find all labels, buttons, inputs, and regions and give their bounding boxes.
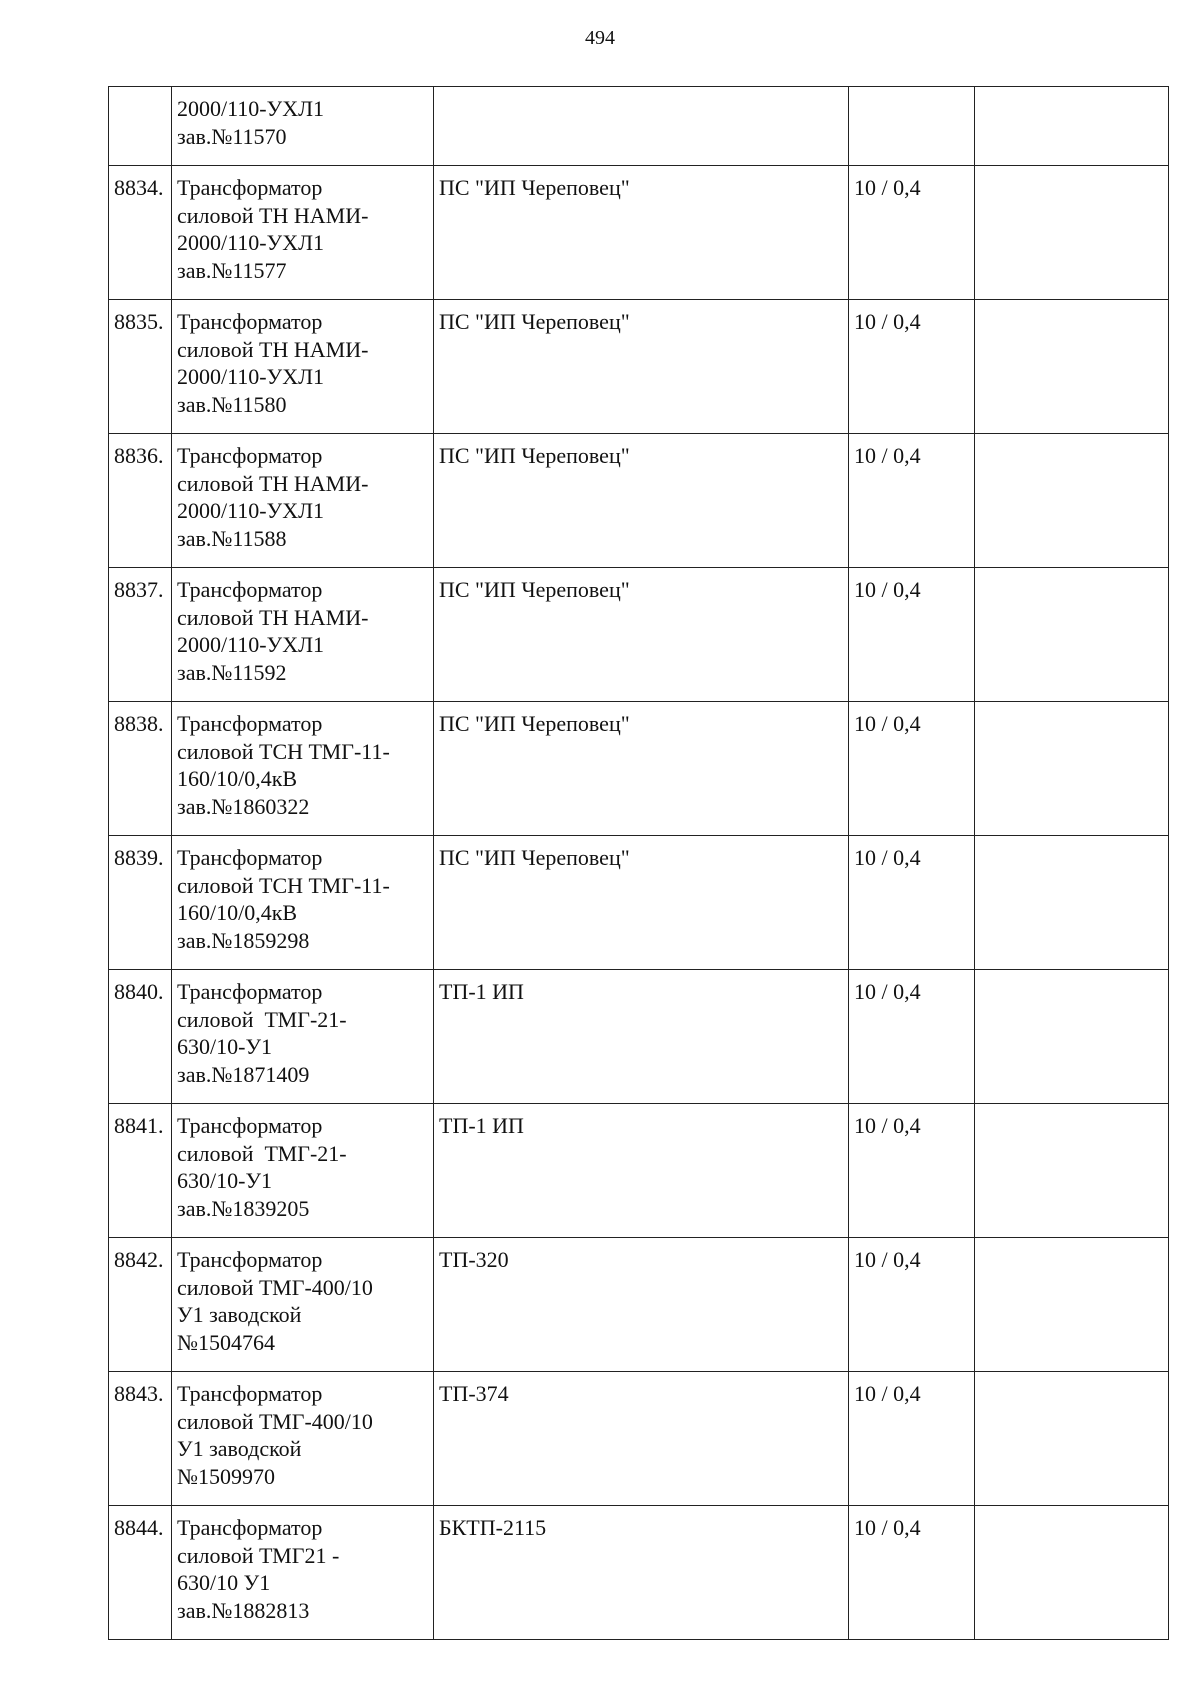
equipment-name-cell <box>172 1104 434 1238</box>
voltage-cell: 10 / 0,4 <box>849 970 975 1104</box>
equipment-name-line: зав.№1860322 <box>177 793 310 819</box>
location-cell: ТП-374 <box>434 1372 849 1506</box>
extra-cell <box>975 568 1169 702</box>
equipment-name-cell <box>172 702 434 836</box>
equipment-name-cell <box>172 836 434 970</box>
location-cell: ТП-1 ИП <box>434 970 849 1104</box>
table-row-continuation <box>109 87 1169 166</box>
voltage-cell: 10 / 0,4 <box>849 1372 975 1506</box>
extra-cell <box>975 434 1169 568</box>
equipment-name-line: У1 заводской <box>177 1302 302 1327</box>
location-cell: ПС "ИП Череповец" <box>434 568 849 702</box>
table-row <box>109 702 1169 836</box>
row-number-cell: 8843. <box>109 1372 172 1506</box>
voltage-cell: 10 / 0,4 <box>849 300 975 434</box>
table-row <box>109 568 1169 702</box>
page-number: 494 <box>585 27 615 49</box>
equipment-name-line: 160/10/0,4кВ <box>177 766 298 791</box>
equipment-name-line: Трансформатор <box>177 1113 323 1138</box>
equipment-name-line: зав.№11577 <box>177 257 287 283</box>
voltage-cell: 10 / 0,4 <box>849 836 975 970</box>
location-cell <box>434 87 849 166</box>
equipment-name-line: силовой ТН НАМИ- <box>177 202 369 228</box>
location-cell: ПС "ИП Череповец" <box>434 836 849 970</box>
extra-cell <box>975 300 1169 434</box>
equipment-name-line: У1 заводской <box>177 1436 302 1461</box>
voltage-cell: 10 / 0,4 <box>849 434 975 568</box>
table-row <box>109 1372 1169 1506</box>
table-row <box>109 166 1169 300</box>
voltage-cell: 10 / 0,4 <box>849 1506 975 1640</box>
row-number-cell <box>109 87 172 166</box>
equipment-name-line: Трансформатор <box>177 845 323 870</box>
equipment-name-line: силовой ТМГ21 - <box>177 1542 340 1568</box>
equipment-name-line: Трансформатор <box>177 1515 323 1540</box>
row-number-cell: 8834. <box>109 166 172 300</box>
equipment-name-line: Трансформатор <box>177 577 323 602</box>
equipment-name-line: силовой ТСН ТМГ-11- <box>177 738 390 764</box>
equipment-name-line: зав.№11588 <box>177 525 287 551</box>
voltage-cell: 10 / 0,4 <box>849 1238 975 1372</box>
voltage-cell: 10 / 0,4 <box>849 166 975 300</box>
equipment-name-cell <box>172 166 434 300</box>
location-cell: ТП-320 <box>434 1238 849 1372</box>
location-cell: ПС "ИП Череповец" <box>434 702 849 836</box>
extra-cell <box>975 166 1169 300</box>
table-row <box>109 836 1169 970</box>
row-number-cell: 8844. <box>109 1506 172 1640</box>
equipment-name-line: силовой ТСН ТМГ-11- <box>177 872 390 898</box>
extra-cell <box>975 1372 1169 1506</box>
table-row <box>109 1238 1169 1372</box>
equipment-name-line: зав.№1871409 <box>177 1061 310 1087</box>
equipment-name-line: зав.№1882813 <box>177 1597 310 1623</box>
extra-cell <box>975 1238 1169 1372</box>
equipment-name-line: 2000/110-УХЛ1 <box>177 632 325 657</box>
table-row <box>109 300 1169 434</box>
table-row <box>109 1506 1169 1640</box>
row-number-cell: 8840. <box>109 970 172 1104</box>
equipment-name-line: силовой ТН НАМИ- <box>177 470 369 496</box>
extra-cell <box>975 87 1169 166</box>
voltage-cell: 10 / 0,4 <box>849 702 975 836</box>
equipment-name-line: 630/10-У1 <box>177 1168 273 1193</box>
location-cell: ПС "ИП Череповец" <box>434 166 849 300</box>
extra-cell <box>975 1104 1169 1238</box>
equipment-name-line: 630/10-У1 <box>177 1034 273 1059</box>
table-row <box>109 1104 1169 1238</box>
location-cell: ПС "ИП Череповец" <box>434 300 849 434</box>
equipment-name-line: зав.№11570 <box>177 123 287 149</box>
equipment-name-line: №1504764 <box>177 1329 275 1355</box>
equipment-name-line: 630/10 У1 <box>177 1570 271 1595</box>
equipment-name-line: силовой ТН НАМИ- <box>177 604 369 630</box>
equipment-name-line: 2000/110-УХЛ1 <box>177 230 325 255</box>
row-number-cell: 8838. <box>109 702 172 836</box>
equipment-name-line: Трансформатор <box>177 309 323 334</box>
equipment-name-cell <box>172 434 434 568</box>
equipment-name-cell <box>172 1372 434 1506</box>
equipment-name-cell <box>172 568 434 702</box>
equipment-name-cell <box>172 1506 434 1640</box>
equipment-name-line: силовой ТН НАМИ- <box>177 336 369 362</box>
voltage-cell: 10 / 0,4 <box>849 1104 975 1238</box>
extra-cell <box>975 836 1169 970</box>
equipment-name-line: Трансформатор <box>177 175 323 200</box>
voltage-cell <box>849 87 975 166</box>
equipment-name-line: Трансформатор <box>177 979 323 1004</box>
equipment-name-cell <box>172 970 434 1104</box>
equipment-name-cell <box>172 1238 434 1372</box>
equipment-table <box>108 86 1169 1640</box>
table-row <box>109 434 1169 568</box>
voltage-cell: 10 / 0,4 <box>849 568 975 702</box>
extra-cell <box>975 702 1169 836</box>
equipment-name-cell <box>172 300 434 434</box>
equipment-name-line: №1509970 <box>177 1463 275 1489</box>
equipment-name-line: Трансформатор <box>177 1247 323 1272</box>
equipment-name-line: 2000/110-УХЛ1 <box>177 96 325 121</box>
equipment-name-line: 2000/110-УХЛ1 <box>177 498 325 523</box>
row-number-cell: 8841. <box>109 1104 172 1238</box>
equipment-name-line: зав.№11592 <box>177 659 287 685</box>
equipment-table-body <box>109 87 1169 1640</box>
equipment-name-line: силовой ТМГ-21- <box>177 1006 347 1032</box>
row-number-cell: 8836. <box>109 434 172 568</box>
row-number-cell: 8842. <box>109 1238 172 1372</box>
row-number-cell: 8837. <box>109 568 172 702</box>
location-cell: ПС "ИП Череповец" <box>434 434 849 568</box>
equipment-name-line: зав.№1839205 <box>177 1195 310 1221</box>
location-cell: ТП-1 ИП <box>434 1104 849 1238</box>
equipment-name-line: 160/10/0,4кВ <box>177 900 298 925</box>
equipment-name-line: Трансформатор <box>177 711 323 736</box>
extra-cell <box>975 970 1169 1104</box>
row-number-cell: 8835. <box>109 300 172 434</box>
table-row <box>109 970 1169 1104</box>
location-cell: БКТП-2115 <box>434 1506 849 1640</box>
equipment-name-cell <box>172 87 434 166</box>
equipment-name-line: силовой ТМГ-400/10 <box>177 1274 373 1300</box>
equipment-name-line: Трансформатор <box>177 1381 323 1406</box>
row-number-cell: 8839. <box>109 836 172 970</box>
equipment-name-line: Трансформатор <box>177 443 323 468</box>
equipment-name-line: силовой ТМГ-21- <box>177 1140 347 1166</box>
equipment-name-line: зав.№11580 <box>177 391 287 417</box>
equipment-name-line: зав.№1859298 <box>177 927 310 953</box>
extra-cell <box>975 1506 1169 1640</box>
equipment-name-line: 2000/110-УХЛ1 <box>177 364 325 389</box>
equipment-name-line: силовой ТМГ-400/10 <box>177 1408 373 1434</box>
